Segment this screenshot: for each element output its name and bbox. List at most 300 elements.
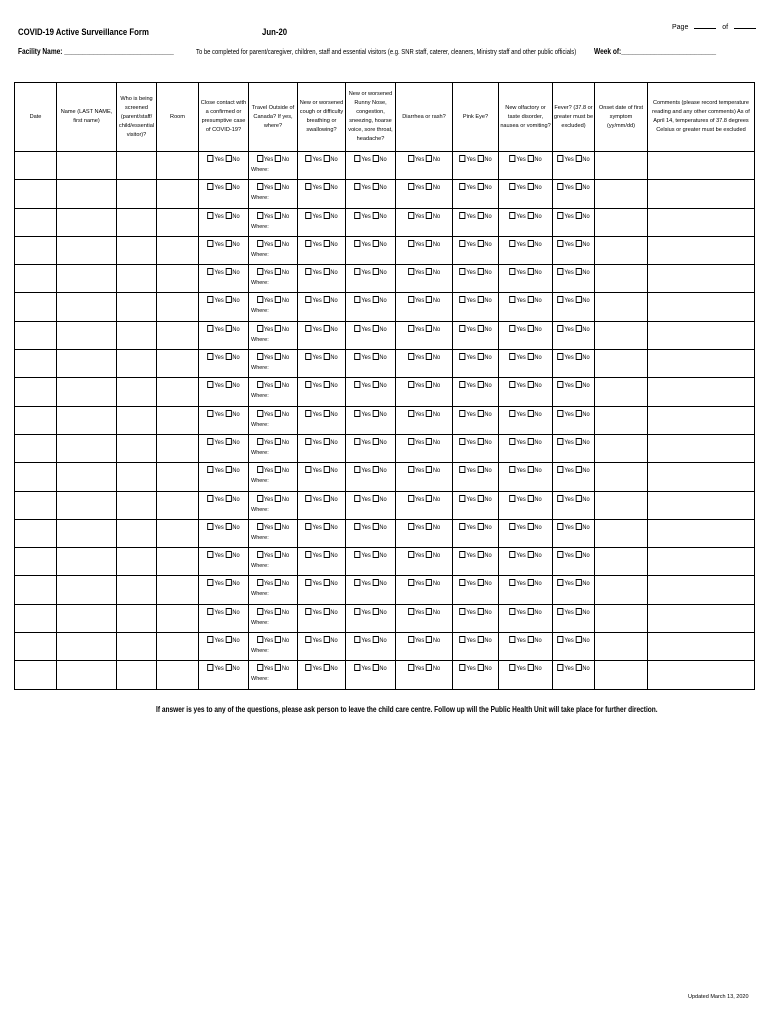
table-cell[interactable] [199,321,249,349]
yes-checkbox[interactable] [509,381,515,388]
table-cell[interactable] [553,548,595,576]
no-checkbox[interactable] [372,325,378,332]
table-cell[interactable] [199,576,249,604]
yes-checkbox[interactable] [354,438,360,445]
no-checkbox[interactable] [575,664,581,671]
table-cell[interactable] [199,661,249,689]
no-checkbox[interactable] [225,353,231,360]
yes-checkbox[interactable] [408,551,414,558]
no-checkbox[interactable] [426,183,432,190]
table-cell[interactable] [15,633,57,661]
no-checkbox[interactable] [275,212,281,219]
table-cell[interactable] [396,265,453,293]
no-checkbox[interactable] [372,240,378,247]
table-cell[interactable] [553,491,595,519]
yes-checkbox[interactable] [509,664,515,671]
no-checkbox[interactable] [372,268,378,275]
table-cell[interactable] [346,463,396,491]
table-cell[interactable] [453,350,499,378]
table-cell[interactable] [648,576,755,604]
table-cell[interactable] [346,265,396,293]
no-checkbox[interactable] [426,579,432,586]
table-cell[interactable] [157,265,199,293]
table-cell[interactable] [453,321,499,349]
yes-checkbox[interactable] [408,240,414,247]
yes-checkbox[interactable] [354,410,360,417]
table-cell[interactable] [595,434,648,462]
yes-checkbox[interactable] [459,608,465,615]
no-checkbox[interactable] [275,381,281,388]
table-cell[interactable] [499,321,553,349]
table-cell[interactable] [117,661,157,689]
table-cell[interactable] [396,576,453,604]
yes-checkbox[interactable] [459,523,465,530]
yes-checkbox[interactable] [207,410,213,417]
table-cell[interactable] [15,180,57,208]
no-checkbox[interactable] [225,551,231,558]
table-cell[interactable] [553,463,595,491]
no-checkbox[interactable] [477,495,483,502]
yes-checkbox[interactable] [459,240,465,247]
yes-checkbox[interactable] [305,410,311,417]
table-cell[interactable] [117,548,157,576]
table-cell[interactable] [346,321,396,349]
table-cell[interactable] [595,576,648,604]
no-checkbox[interactable] [477,381,483,388]
table-cell[interactable] [117,208,157,236]
table-cell[interactable] [15,576,57,604]
no-checkbox[interactable] [575,381,581,388]
yes-checkbox[interactable] [354,551,360,558]
table-cell[interactable] [553,604,595,632]
no-checkbox[interactable] [323,636,329,643]
table-cell[interactable] [346,236,396,264]
table-cell[interactable] [396,350,453,378]
table-cell[interactable] [453,152,499,180]
table-cell[interactable] [595,519,648,547]
table-cell[interactable] [298,576,346,604]
table-cell[interactable] [453,633,499,661]
yes-checkbox[interactable] [354,268,360,275]
yes-checkbox[interactable] [257,608,263,615]
table-cell[interactable] [396,463,453,491]
yes-checkbox[interactable] [257,495,263,502]
no-checkbox[interactable] [426,353,432,360]
yes-checkbox[interactable] [459,155,465,162]
table-cell[interactable] [499,180,553,208]
no-checkbox[interactable] [225,410,231,417]
no-checkbox[interactable] [477,240,483,247]
table-cell[interactable] [57,378,117,406]
table-cell[interactable] [453,576,499,604]
yes-checkbox[interactable] [509,438,515,445]
table-cell[interactable] [346,180,396,208]
table-cell[interactable] [249,576,298,604]
no-checkbox[interactable] [372,155,378,162]
yes-checkbox[interactable] [557,495,563,502]
table-cell[interactable] [249,350,298,378]
table-cell[interactable] [298,406,346,434]
yes-checkbox[interactable] [509,325,515,332]
table-cell[interactable] [15,604,57,632]
table-cell[interactable] [298,321,346,349]
yes-checkbox[interactable] [257,212,263,219]
yes-checkbox[interactable] [354,523,360,530]
yes-checkbox[interactable] [207,183,213,190]
yes-checkbox[interactable] [557,296,563,303]
yes-checkbox[interactable] [207,466,213,473]
table-cell[interactable] [553,265,595,293]
table-cell[interactable] [117,152,157,180]
no-checkbox[interactable] [323,438,329,445]
yes-checkbox[interactable] [207,212,213,219]
no-checkbox[interactable] [323,155,329,162]
yes-checkbox[interactable] [557,523,563,530]
table-cell[interactable] [15,152,57,180]
yes-checkbox[interactable] [257,579,263,586]
table-cell[interactable] [249,293,298,321]
no-checkbox[interactable] [225,296,231,303]
yes-checkbox[interactable] [557,438,563,445]
yes-checkbox[interactable] [207,240,213,247]
no-checkbox[interactable] [477,296,483,303]
table-cell[interactable] [499,463,553,491]
yes-checkbox[interactable] [408,523,414,530]
table-cell[interactable] [157,350,199,378]
yes-checkbox[interactable] [354,325,360,332]
no-checkbox[interactable] [477,353,483,360]
table-cell[interactable] [199,519,249,547]
table-cell[interactable] [595,265,648,293]
table-cell[interactable] [648,378,755,406]
table-cell[interactable] [117,236,157,264]
table-cell[interactable] [453,236,499,264]
yes-checkbox[interactable] [207,579,213,586]
yes-checkbox[interactable] [257,636,263,643]
table-cell[interactable] [298,208,346,236]
table-cell[interactable] [648,463,755,491]
yes-checkbox[interactable] [257,381,263,388]
no-checkbox[interactable] [225,664,231,671]
table-cell[interactable] [15,463,57,491]
table-cell[interactable] [648,434,755,462]
yes-checkbox[interactable] [354,579,360,586]
yes-checkbox[interactable] [305,551,311,558]
no-checkbox[interactable] [275,608,281,615]
table-cell[interactable] [553,576,595,604]
table-cell[interactable] [396,152,453,180]
table-cell[interactable] [249,236,298,264]
table-cell[interactable] [346,519,396,547]
no-checkbox[interactable] [426,551,432,558]
table-cell[interactable] [595,180,648,208]
no-checkbox[interactable] [426,523,432,530]
table-cell[interactable] [15,434,57,462]
table-cell[interactable] [249,265,298,293]
no-checkbox[interactable] [372,664,378,671]
table-cell[interactable] [199,633,249,661]
no-checkbox[interactable] [477,664,483,671]
no-checkbox[interactable] [323,579,329,586]
table-cell[interactable] [595,293,648,321]
no-checkbox[interactable] [323,664,329,671]
table-cell[interactable] [396,633,453,661]
table-cell[interactable] [396,661,453,689]
table-cell[interactable] [117,180,157,208]
yes-checkbox[interactable] [509,155,515,162]
yes-checkbox[interactable] [305,212,311,219]
table-cell[interactable] [117,604,157,632]
table-cell[interactable] [595,208,648,236]
table-cell[interactable] [396,180,453,208]
no-checkbox[interactable] [527,664,533,671]
table-cell[interactable] [553,208,595,236]
yes-checkbox[interactable] [557,579,563,586]
no-checkbox[interactable] [575,551,581,558]
yes-checkbox[interactable] [459,212,465,219]
yes-checkbox[interactable] [257,268,263,275]
no-checkbox[interactable] [275,636,281,643]
table-cell[interactable] [396,434,453,462]
table-cell[interactable] [298,180,346,208]
no-checkbox[interactable] [372,183,378,190]
no-checkbox[interactable] [372,410,378,417]
table-cell[interactable] [15,548,57,576]
yes-checkbox[interactable] [459,466,465,473]
yes-checkbox[interactable] [557,353,563,360]
table-cell[interactable] [499,152,553,180]
table-cell[interactable] [499,350,553,378]
yes-checkbox[interactable] [557,608,563,615]
yes-checkbox[interactable] [459,495,465,502]
no-checkbox[interactable] [275,183,281,190]
table-cell[interactable] [199,491,249,519]
yes-checkbox[interactable] [408,212,414,219]
yes-checkbox[interactable] [257,410,263,417]
yes-checkbox[interactable] [408,268,414,275]
yes-checkbox[interactable] [257,325,263,332]
no-checkbox[interactable] [225,183,231,190]
table-cell[interactable] [157,152,199,180]
table-cell[interactable] [249,152,298,180]
no-checkbox[interactable] [527,183,533,190]
yes-checkbox[interactable] [408,495,414,502]
yes-checkbox[interactable] [509,466,515,473]
no-checkbox[interactable] [225,523,231,530]
no-checkbox[interactable] [477,268,483,275]
yes-checkbox[interactable] [408,353,414,360]
no-checkbox[interactable] [323,268,329,275]
table-cell[interactable] [453,491,499,519]
table-cell[interactable] [249,180,298,208]
no-checkbox[interactable] [575,212,581,219]
no-checkbox[interactable] [275,240,281,247]
no-checkbox[interactable] [477,183,483,190]
table-cell[interactable] [249,208,298,236]
table-cell[interactable] [57,633,117,661]
yes-checkbox[interactable] [354,212,360,219]
table-cell[interactable] [298,265,346,293]
yes-checkbox[interactable] [557,325,563,332]
no-checkbox[interactable] [225,325,231,332]
yes-checkbox[interactable] [509,579,515,586]
table-cell[interactable] [553,406,595,434]
no-checkbox[interactable] [275,296,281,303]
no-checkbox[interactable] [372,551,378,558]
no-checkbox[interactable] [323,410,329,417]
no-checkbox[interactable] [527,495,533,502]
table-cell[interactable] [157,321,199,349]
table-cell[interactable] [648,548,755,576]
table-cell[interactable] [396,293,453,321]
no-checkbox[interactable] [372,608,378,615]
yes-checkbox[interactable] [459,183,465,190]
yes-checkbox[interactable] [557,183,563,190]
no-checkbox[interactable] [225,240,231,247]
table-cell[interactable] [298,350,346,378]
no-checkbox[interactable] [275,523,281,530]
table-cell[interactable] [117,265,157,293]
yes-checkbox[interactable] [354,495,360,502]
no-checkbox[interactable] [575,296,581,303]
yes-checkbox[interactable] [207,353,213,360]
table-cell[interactable] [499,265,553,293]
no-checkbox[interactable] [527,296,533,303]
no-checkbox[interactable] [426,608,432,615]
no-checkbox[interactable] [575,268,581,275]
yes-checkbox[interactable] [354,155,360,162]
no-checkbox[interactable] [275,466,281,473]
table-cell[interactable] [499,661,553,689]
table-cell[interactable] [648,406,755,434]
yes-checkbox[interactable] [408,579,414,586]
table-cell[interactable] [453,604,499,632]
table-cell[interactable] [553,434,595,462]
table-cell[interactable] [346,661,396,689]
yes-checkbox[interactable] [557,381,563,388]
table-cell[interactable] [199,265,249,293]
table-cell[interactable] [453,661,499,689]
table-cell[interactable] [57,548,117,576]
table-cell[interactable] [595,604,648,632]
table-cell[interactable] [499,576,553,604]
no-checkbox[interactable] [225,268,231,275]
no-checkbox[interactable] [527,636,533,643]
table-cell[interactable] [346,378,396,406]
table-cell[interactable] [346,604,396,632]
table-cell[interactable] [553,519,595,547]
table-cell[interactable] [199,463,249,491]
table-cell[interactable] [453,208,499,236]
table-cell[interactable] [157,180,199,208]
no-checkbox[interactable] [323,183,329,190]
table-cell[interactable] [15,661,57,689]
no-checkbox[interactable] [275,551,281,558]
no-checkbox[interactable] [275,155,281,162]
table-cell[interactable] [117,463,157,491]
no-checkbox[interactable] [323,466,329,473]
table-cell[interactable] [249,548,298,576]
yes-checkbox[interactable] [459,636,465,643]
yes-checkbox[interactable] [354,466,360,473]
table-cell[interactable] [346,491,396,519]
table-cell[interactable] [595,491,648,519]
table-cell[interactable] [648,236,755,264]
table-cell[interactable] [346,576,396,604]
table-cell[interactable] [346,434,396,462]
table-cell[interactable] [157,548,199,576]
table-cell[interactable] [553,633,595,661]
yes-checkbox[interactable] [305,438,311,445]
table-cell[interactable] [553,180,595,208]
yes-checkbox[interactable] [408,466,414,473]
yes-checkbox[interactable] [354,636,360,643]
yes-checkbox[interactable] [459,268,465,275]
table-cell[interactable] [57,463,117,491]
yes-checkbox[interactable] [408,608,414,615]
table-cell[interactable] [157,208,199,236]
table-cell[interactable] [595,406,648,434]
table-cell[interactable] [595,661,648,689]
no-checkbox[interactable] [527,381,533,388]
yes-checkbox[interactable] [557,212,563,219]
no-checkbox[interactable] [527,410,533,417]
no-checkbox[interactable] [575,438,581,445]
no-checkbox[interactable] [225,579,231,586]
table-cell[interactable] [157,633,199,661]
table-cell[interactable] [249,633,298,661]
table-cell[interactable] [648,519,755,547]
no-checkbox[interactable] [372,381,378,388]
yes-checkbox[interactable] [305,325,311,332]
table-cell[interactable] [298,604,346,632]
yes-checkbox[interactable] [509,636,515,643]
no-checkbox[interactable] [426,466,432,473]
table-cell[interactable] [249,463,298,491]
table-cell[interactable] [157,463,199,491]
yes-checkbox[interactable] [459,664,465,671]
table-cell[interactable] [595,350,648,378]
yes-checkbox[interactable] [257,664,263,671]
table-cell[interactable] [298,434,346,462]
table-cell[interactable] [157,576,199,604]
table-cell[interactable] [648,152,755,180]
table-cell[interactable] [595,321,648,349]
table-cell[interactable] [595,548,648,576]
yes-checkbox[interactable] [207,636,213,643]
yes-checkbox[interactable] [257,155,263,162]
yes-checkbox[interactable] [408,438,414,445]
yes-checkbox[interactable] [207,268,213,275]
table-cell[interactable] [648,604,755,632]
yes-checkbox[interactable] [408,155,414,162]
table-cell[interactable] [199,406,249,434]
no-checkbox[interactable] [372,212,378,219]
table-cell[interactable] [595,378,648,406]
yes-checkbox[interactable] [207,325,213,332]
table-cell[interactable] [157,604,199,632]
table-cell[interactable] [396,548,453,576]
no-checkbox[interactable] [477,551,483,558]
table-cell[interactable] [117,576,157,604]
no-checkbox[interactable] [372,579,378,586]
yes-checkbox[interactable] [207,155,213,162]
yes-checkbox[interactable] [207,551,213,558]
table-cell[interactable] [453,180,499,208]
table-cell[interactable] [15,236,57,264]
table-cell[interactable] [298,236,346,264]
no-checkbox[interactable] [225,155,231,162]
